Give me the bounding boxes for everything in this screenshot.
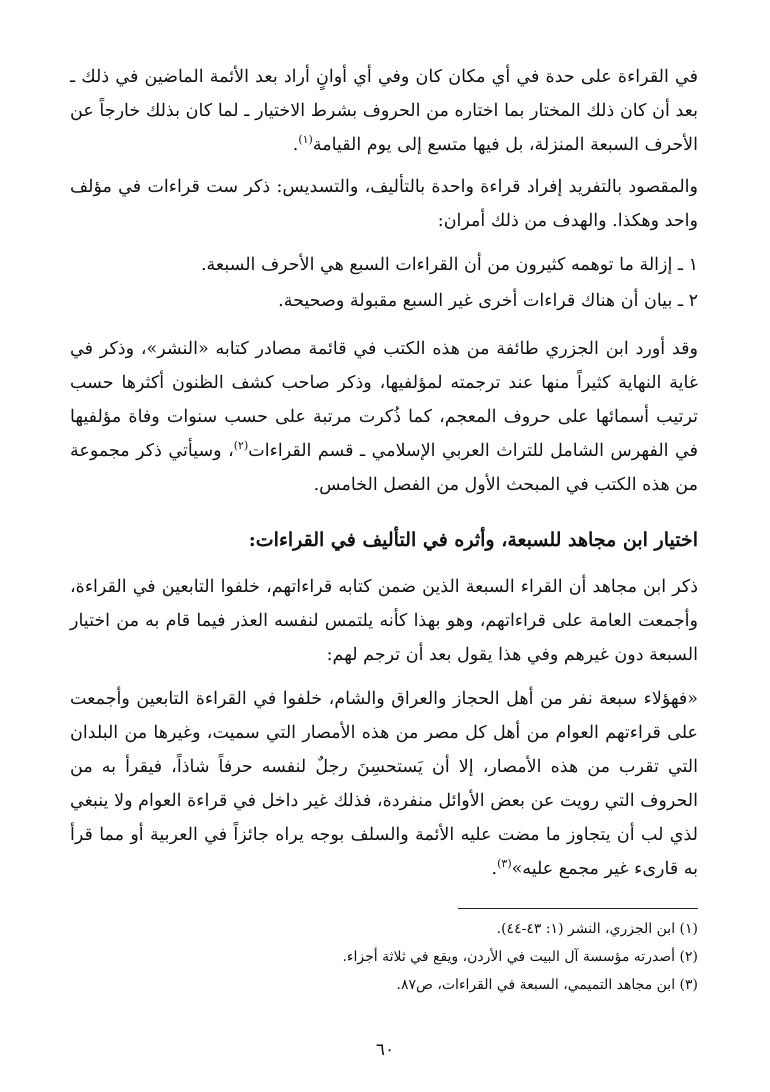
footnote: (٢) أصدرته مؤسسة آل البيت في الأردن، ويقع في ثلاثة أجزاء. [342, 949, 698, 965]
paragraph-3-end: ، وسيأتي ذكر مجموعة من هذه الكتب في المبحث الأول من الفصل الخامس. [70, 441, 698, 495]
quotation-text: «فهؤلاء سبعة نفر من أهل الحجاز والعراق والشام، خلفوا في القراءة التابعين وأجمعت على قراءتهم العوام من أهل كل مصر من هذه الأمصار التي سميت، وغيرها من البلدان التي تقرب من هذه الأمصار، إلا أن يَستحسِنَ رجلٌ لنفسه حرفاً شاذاً، فيقرأ به من الحروف التي رويت عن بعض الأوائل منفردة، فذلك غير داخل في قراءة العوام ولا ينبغي لذي لب أن يتجاوز ما مضت عليه الأئمة والسلف بوجه يراه جائزاً في العربية أو مما قرأ به قارىء غير مجمع عليه» [70, 689, 698, 879]
paragraph-1 [70, 60, 698, 162]
paragraph-2: والمقصود بالتفريد إفراد قراءة واحدة بالتأليف، والتسديس: ذكر ست قراءات في مؤلف واحد وهكذا. والهدف من ذلك أمران: [70, 177, 698, 231]
footnote-ref-2: (٢) [233, 439, 249, 453]
list-item: ١ ـ إزالة ما توهمه كثيرون من أن القراءات السبع هي الأحرف السبعة. [200, 255, 698, 275]
footnotes [70, 915, 698, 999]
footnote-ref-1: (١) [298, 133, 313, 147]
paragraph-1-text: في القراءة على حدة في أي مكان كان وفي أي أوانٍ أراد بعد الأئمة الماضين في ذلك ـ بعد أن كان ذلك المختار بما اختاره من الحروف بشرط الاختيار ـ لما كان بذلك خارجاً عن الأحرف السبعة المنزلة، بل فيها متسع إلى يوم القيامة [70, 67, 698, 155]
footnote: (٣) ابن مجاهد التميمي، السبعة في القراءات، ص٨٧. [396, 977, 698, 993]
quotation-end: . [491, 859, 498, 879]
footnote-ref-3: (٣) [497, 857, 512, 871]
footnote-divider [458, 908, 698, 909]
page-number: ٦٠ [375, 1040, 395, 1060]
goals-list [70, 248, 698, 318]
paragraph-3-text: وقد أورد ابن الجزري طائفة من هذه الكتب في قائمة مصادر كتابه «النشر»، وذكر في غاية النهاية كثيراً منها عند ترجمته لمؤلفيها، وذكر صاحب كشف الظنون أكثرها حسب ترتيب أسمائها على حروف المعجم، كما ذُكرت مرتبة على حسب سنوات وفاة مؤلفيها في الفهرس الشامل للتراث العربي الإسلامي ـ قسم القراءات [70, 339, 698, 461]
paragraph-4: ذكر ابن مجاهد أن القراء السبعة الذين ضمن كتابه قراءاتهم، خلفوا التابعين في القراءة، وأجمعت العامة على قراءاتهم، وهو بهذا كأنه يلتمس لنفسه العذر فيما قام به من اختيار السبعة دون غيرهم وفي هذا يقول بعد أن ترجم لهم: [70, 577, 698, 665]
footnote: (١) ابن الجزري، النشر (١: ٤٣-٤٤). [496, 921, 698, 937]
paragraph-1-end: . [292, 135, 299, 155]
list-item: ٢ ـ بيان أن هناك قراءات أخرى غير السبع مقبولة وصحيحة. [278, 291, 698, 311]
section-heading: اختيار ابن مجاهد للسبعة، وأثره في التأليف في القراءات: [248, 529, 698, 551]
paragraph-3 [70, 332, 698, 502]
quotation [70, 682, 698, 886]
